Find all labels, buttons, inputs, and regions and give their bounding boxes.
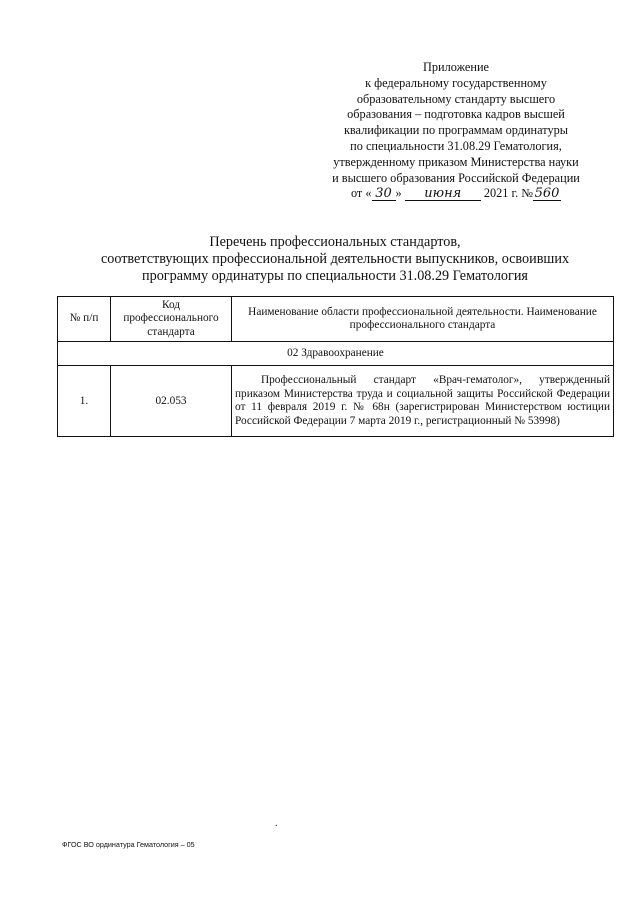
table-row <box>58 366 614 437</box>
appendix-line: утвержденному приказом Министерства науки <box>333 154 579 169</box>
order-number: 560 <box>534 186 560 202</box>
row-number: 1. <box>58 366 111 437</box>
section-row <box>58 342 614 366</box>
standards-table <box>57 296 614 437</box>
header-number: № п/п <box>58 297 111 342</box>
footer-text: ФГОС ВО ординатура Гематология – 05 <box>62 840 195 849</box>
title-line: соответствующих профессиональной деятельности выпускников, освоивших <box>100 251 570 267</box>
order-month: июня <box>405 187 481 201</box>
date-prefix: от « <box>350 186 372 201</box>
appendix-line: образования – подготовка кадров высшей <box>347 107 565 122</box>
order-date-line <box>318 186 594 202</box>
appendix-line: по специальности 31.08.29 Гематология, <box>350 138 562 153</box>
order-year-text: 2021 г. № <box>483 186 534 201</box>
appendix-line: образовательному стандарту высшего <box>356 91 556 106</box>
row-description: Профессиональный стандарт «Врач-гематолог», утвержденный приказом Министерства труда и социальной защиты Российской Федерации от 11 февраля 2019 г. № 68н (зарегистрирован Министерством юстиции Российской Федерации 7 марта 2019 г., регистрационный № 53998) <box>232 366 614 437</box>
date-day-suffix: » <box>395 186 402 201</box>
appendix-line: к федеральному государственному <box>365 75 547 90</box>
stray-mark: . <box>275 818 278 829</box>
header-code: Код профессионального стандарта <box>111 297 232 342</box>
title-line: Перечень профессиональных стандартов, <box>209 234 461 250</box>
document-title <box>60 234 610 285</box>
header-name: Наименование области профессиональной деятельности. Наименование профессионального стандарта <box>232 297 614 342</box>
appendix-line: и высшего образования Российской Федерации <box>332 170 580 185</box>
section-title: 02 Здравоохранение <box>58 342 614 366</box>
appendix-line: квалификации по программам ординатуры <box>343 123 569 138</box>
row-code: 02.053 <box>111 366 232 437</box>
table-header-row <box>58 297 614 342</box>
title-line: программу ординатуры по специальности 31.08.29 Гематология <box>142 268 528 284</box>
order-day: 30 <box>372 187 396 201</box>
appendix-line: Приложение <box>423 60 489 74</box>
appendix-block <box>318 60 594 202</box>
